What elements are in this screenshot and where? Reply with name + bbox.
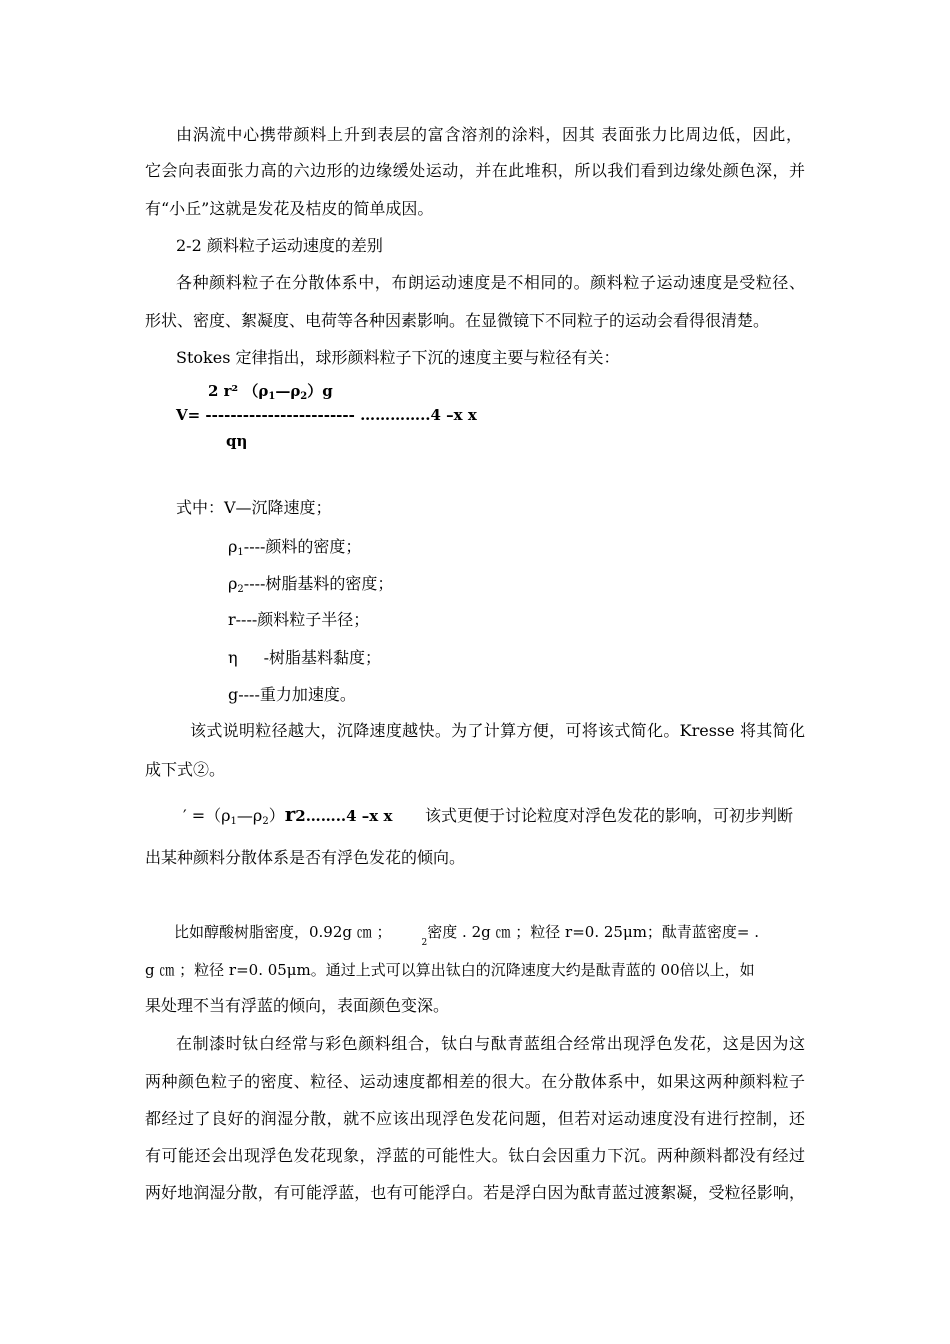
rho1-subscript: 1 xyxy=(237,547,244,558)
para6-line3: 都经过了良好的润湿分散，就不应该出现浮色发花问题，但若对运动速度没有进行控制，还 xyxy=(145,1109,805,1128)
para6-line5: 两好地润湿分散，有可能浮蓝，也有可能浮白。若是浮白因为酞青蓝过渡絮凝，受粒径影响， xyxy=(145,1183,805,1202)
formula1-numerator xyxy=(208,381,333,407)
formula2-exponent: 2……..4 –x x xyxy=(295,807,393,825)
rho1-text: ----颜料的密度； xyxy=(243,537,362,556)
formula2-line2: 出某种颜料分散体系是否有浮色发花的倾向。 xyxy=(145,848,466,867)
para1-line1: 由涡流中心携带颜料上升到表层的富含溶剂的涂料，因其 表面张力比周边低，因此， xyxy=(176,125,802,144)
para6-line1: 在制漆时钛白经常与彩色颜料组合，钛白与酞青蓝组合经常出现浮色发花，这是因为这 xyxy=(176,1034,805,1053)
para3: Stokes 定律指出，球形颜料粒子下沉的速度主要与粒径有关： xyxy=(176,348,620,367)
formula2-sub2: 2 xyxy=(262,816,269,827)
def-eta xyxy=(228,648,381,668)
eta-symbol: η xyxy=(228,648,238,667)
formula1-sub1: 1 xyxy=(268,391,276,402)
eta-text: -树脂基料黏度； xyxy=(263,648,382,667)
formula2-r: r xyxy=(284,802,296,826)
formula2 xyxy=(183,804,392,832)
para1-line3: 有“小丘”这就是发花及桔皮的简单成因。 xyxy=(145,199,434,218)
para5-line3: 果处理不当有浮蓝的倾向，表面颜色变深。 xyxy=(145,996,450,1015)
para4-line1: 该式说明粒径越大，沉降速度越快。为了计算方便，可将该式简化。Kresse 将其简化 xyxy=(190,721,805,740)
formula2-sub1: 1 xyxy=(230,816,237,827)
section-heading: 2-2 颜料粒子运动速度的差别 xyxy=(176,236,383,255)
formula1-denominator: qη xyxy=(226,432,248,450)
formula2-dash: —ρ xyxy=(236,806,263,825)
para5-line1-b: 密度 . 2g ㎝ ；粒径 r=0. 25μm；酞青蓝密度= . xyxy=(427,923,760,941)
para5-line2: g ㎝ ；粒径 r=0. 05μm。通过上式可以算出钛白的沉降速度大约是酞青蓝的 00倍以上，如 xyxy=(145,961,755,979)
formula1-dash: —ρ xyxy=(275,382,301,400)
formula1-main: V= ------------------------ …………..4 –x x xyxy=(176,406,477,424)
para2-line2: 形状、密度、絮凝度、电荷等各种因素影响。在显微镜下不同粒子的运动会看得很清楚。 xyxy=(145,311,770,330)
para6-line4: 有可能还会出现浮色发花现象，浮蓝的可能性大。钛白会因重力下沉。两种颜料都没有经过 xyxy=(145,1146,805,1165)
formula2-prefix: ′ =（ρ xyxy=(183,806,231,825)
para4-line2: 成下式②。 xyxy=(145,760,226,779)
para6-line2: 两种颜色粒子的密度、粒径、运动速度都相差的很大。在分散体系中，如果这两种颜料粒子 xyxy=(145,1072,805,1091)
defs-intro: 式中：V—沉降速度； xyxy=(176,498,332,517)
formula2-tail: 该式更便于讨论粒度对浮色发花的影响，可初步判断 xyxy=(425,806,794,825)
para2-line1: 各种颜料粒子在分散体系中，布朗运动速度是不相同的。颜料粒子运动速度是受粒径、 xyxy=(176,273,805,292)
para1-line2: 它会向表面张力高的六边形的边缘缓处运动，并在此堆积，所以我们看到边缘处颜色深，并 xyxy=(145,161,805,180)
para5-line1-sub: 2 xyxy=(421,938,428,948)
formula1-num-suffix: ）g xyxy=(307,382,333,400)
para5-line1-a: 比如醇酸树脂密度，0.92g ㎝ ； xyxy=(174,923,392,941)
para5-line1 xyxy=(174,922,759,953)
formula1-sub2: 2 xyxy=(300,391,308,402)
rho2-subscript: 2 xyxy=(237,584,244,595)
rho1-symbol: ρ xyxy=(228,537,238,556)
formula1-num-prefix: 2 r² （ρ xyxy=(208,382,269,400)
def-rho1 xyxy=(228,537,361,563)
rho2-text: ----树脂基料的密度； xyxy=(243,574,394,593)
rho2-symbol: ρ xyxy=(228,574,238,593)
def-g: g----重力加速度。 xyxy=(228,685,356,704)
def-rho2 xyxy=(228,574,393,600)
def-r: r----颜料粒子半径； xyxy=(228,610,370,629)
formula2-close: ） xyxy=(268,806,285,825)
